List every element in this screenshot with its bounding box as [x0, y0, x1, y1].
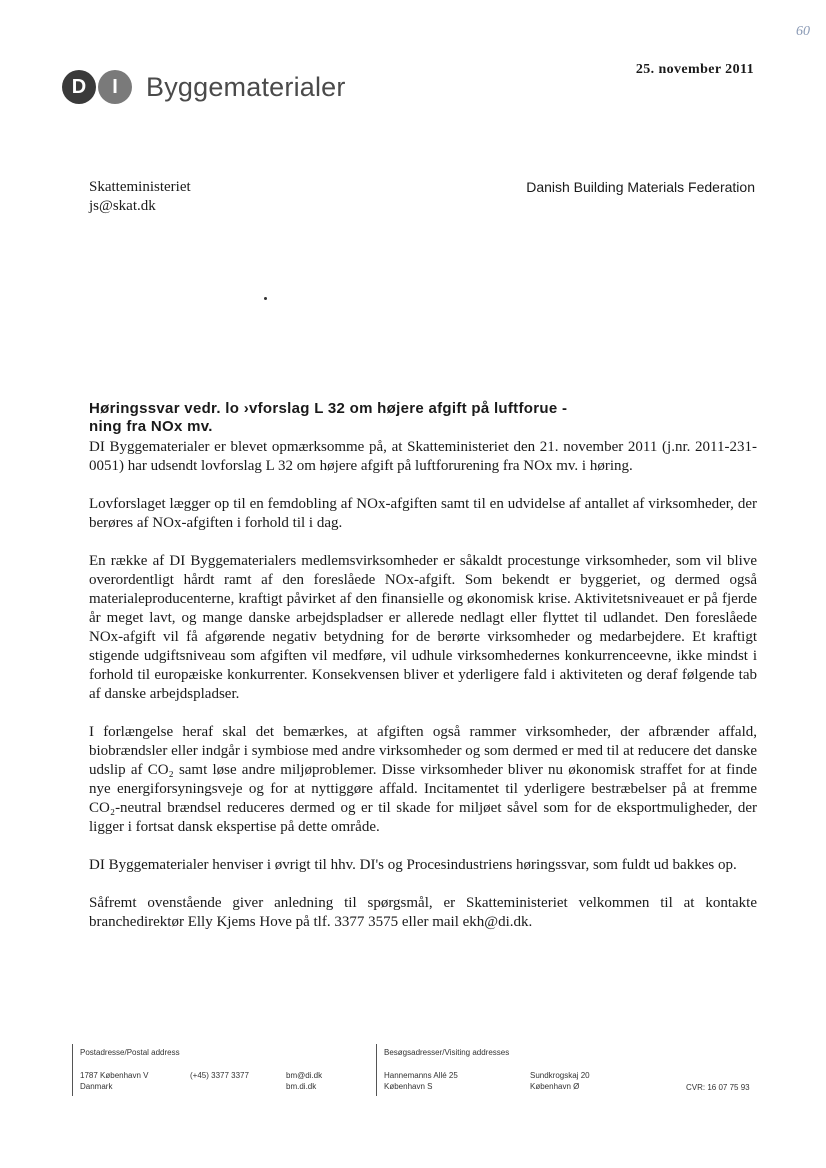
paragraph-proposal: Lovforslaget lægger op til en femdobling af NOx-afgiften samt til en udvidelse af antallet af virksomheder, der berøres af NOx-afgiften i forhold til i dag. — [89, 496, 757, 531]
di-logo — [62, 68, 346, 106]
postal-line-1: 1787 København V — [80, 1071, 149, 1080]
footer-divider-right — [376, 1044, 377, 1096]
visit1-line-2: København S — [384, 1082, 433, 1091]
letter-date: 25. november 2011 — [635, 62, 754, 77]
logo-text: Byggematerialer — [146, 71, 346, 102]
footer-cvr: CVR: 16 07 75 93 — [686, 1083, 750, 1092]
recipient-block — [89, 178, 191, 216]
footer-divider-left — [72, 1044, 73, 1096]
paragraph-contact: Såfremt ovenstående giver anledning til spørgsmål, er Skatteministeriet velkommen til at kontakte branchedirektør Elly Kjems Hove på tlf. 3377 3575 eller mail ekh@di.dk. — [89, 895, 757, 930]
paragraph-co2: I forlængelse heraf skal det bemærkes, at afgiften også rammer virksomheder, der afbrænder affald, biobrændsler eller indgår i symbiose med andre virksomheder og som dermed er med til at reducere det danske udslip af CO₂ samt løse andre miljøproblemer. Disse virksomheder bliver nu økonomisk straffet for at finde nye energiforsyningsveje og for at nyttiggøre affald. Incitamentet til yderligere bestræbelser på at fremme CO₂-neutral brændsel reduceres dermed og er til skade for miljøet såvel som for de eksportmuligheder, der ligger i fortsat dansk ekspertise på dette område. — [89, 724, 757, 835]
letter-footer — [72, 1044, 762, 1100]
letter-heading-line-2: ning fra NOx mv. — [89, 418, 213, 435]
footer-phone: (+45) 3377 3377 — [190, 1071, 249, 1080]
visiting-address-1 — [384, 1070, 458, 1092]
paragraph-impact: En række af DI Byggematerialers medlemsvirksomheder er såkaldt procestunge virksomheder, som vil blive overordentligt hårdt ramt af den foreslåede NOx-afgift. Som bekendt er byggeriet, og dermed også materialeproducenterne, kraftigt påvirket af den finansielle og økonomisk krise. Aktivitetsniveauet er på fjerde år meget lavt, og mange danske arbejdspladser er allerede nedlagt eller flyttet til udlandet. Den foreslåede NOx-afgift vil få afgørende negativ betydning for de berørte virksomheder og medarbejdere. Et kraftigt stigende udgiftsniveau som afgiften vil medføre, vil udhule virksomhedernes konkurrenceevne, ikke mindst i forhold til europæiske konkurrenter. Konsekvensen bliver et yderligere fald i aktiviteten og deraf følgende tab af danske arbejdspladser. — [89, 553, 757, 702]
visiting-address-label: Besøgsadresser/Visiting addresses — [384, 1048, 510, 1057]
postal-address — [80, 1070, 149, 1092]
paragraph-intro: DI Byggematerialer er blevet opmærksomme på, at Skatteministeriet den 21. november 2011 (j.nr. 2011-231-0051) har udsendt lovforslag L 32 om højere afgift på luftforurening fra NOx mv. i høring. — [89, 439, 757, 474]
recipient-name: Skatteministeriet — [89, 179, 191, 195]
stray-dot — [264, 297, 267, 300]
footer-web: bm.di.dk — [286, 1082, 317, 1091]
postal-address-label: Postadresse/Postal address — [80, 1048, 180, 1057]
visiting-address-2 — [530, 1070, 590, 1092]
footer-email: bm@di.dk — [286, 1071, 323, 1080]
paragraph-reference: DI Byggematerialer henviser i øvrigt til hhv. DI's og Procesindustriens høringssvar, som fuldt ud bakkes op. — [89, 857, 737, 873]
footer-contact — [286, 1070, 322, 1092]
handwritten-page-mark: 60 — [796, 24, 810, 39]
visit2-line-2: København Ø — [530, 1082, 580, 1091]
letter-heading — [89, 400, 757, 436]
letter-heading-line-1: Høringssvar vedr. lo ›vforslag L 32 om højere afgift på luftforue - — [89, 400, 568, 417]
logo-letter-d: D — [62, 70, 96, 104]
logo-letter-i: I — [98, 70, 132, 104]
federation-name: Danish Building Materials Federation — [526, 179, 755, 195]
visit1-line-1: Hannemanns Allé 25 — [384, 1071, 458, 1080]
letter-body — [89, 400, 757, 951]
postal-line-2: Danmark — [80, 1082, 113, 1091]
recipient-email: js@skat.dk — [89, 198, 156, 214]
visit2-line-1: Sundkrogskaj 20 — [530, 1071, 590, 1080]
